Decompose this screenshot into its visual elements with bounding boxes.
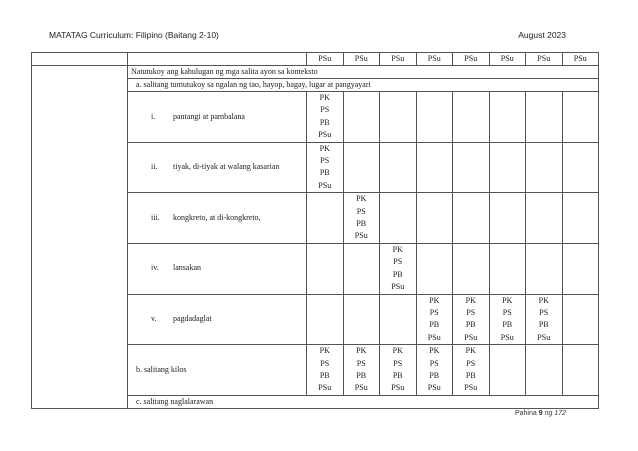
item-label-cell — [128, 92, 307, 143]
item-label: tiyak, di-tiyak at walang kasarian — [173, 162, 280, 172]
grade-header-cell: PSu — [343, 53, 380, 66]
grade-code: PSu — [500, 332, 514, 342]
grade-code: PSu — [427, 383, 441, 393]
code-cell — [416, 294, 453, 345]
code-cell — [307, 345, 344, 396]
document-header-date: August 2023 — [518, 30, 566, 40]
grade-code: PS — [356, 358, 366, 368]
empty-cell — [307, 243, 344, 294]
grade-header-cell: PSu — [489, 53, 526, 66]
empty-cell — [562, 294, 599, 345]
empty-cell — [526, 142, 563, 193]
grade-header-cell: PSu — [526, 53, 563, 66]
empty-cell — [416, 193, 453, 244]
document-header-title: MATATAG Curriculum: Filipino (Baitang 2-10) — [49, 30, 219, 40]
empty-cell — [380, 193, 417, 244]
item-label-cell — [128, 142, 307, 193]
empty-cell — [343, 243, 380, 294]
empty-cell — [453, 193, 490, 244]
empty-cell — [562, 193, 599, 244]
grade-code: PK — [392, 346, 403, 356]
grade-code: PSu — [464, 332, 478, 342]
grade-code: PB — [356, 219, 367, 229]
grade-code: PK — [429, 295, 440, 305]
grade-code: PB — [502, 320, 513, 330]
grade-code: PS — [539, 307, 549, 317]
item-label-cell — [128, 193, 307, 244]
empty-cell — [307, 193, 344, 244]
code-cell — [416, 345, 453, 396]
blank-cell — [32, 53, 128, 66]
empty-cell — [380, 92, 417, 143]
empty-cell — [343, 92, 380, 143]
grade-header-cell: PSu — [380, 53, 417, 66]
code-cell — [380, 345, 417, 396]
empty-cell — [416, 243, 453, 294]
code-cell — [343, 345, 380, 396]
grade-code: PK — [392, 244, 403, 254]
empty-cell — [453, 92, 490, 143]
empty-cell — [489, 92, 526, 143]
empty-cell — [562, 92, 599, 143]
grade-code: PSu — [354, 231, 368, 241]
grade-code: PS — [320, 156, 330, 166]
grade-code: PS — [393, 358, 403, 368]
grade-code: PS — [356, 206, 366, 216]
empty-cell — [562, 142, 599, 193]
grade-code: PSu — [391, 383, 405, 393]
code-cell — [453, 345, 490, 396]
domain-cell — [32, 66, 128, 409]
grade-code: PB — [465, 320, 476, 330]
grade-header-cell: PSu — [562, 53, 599, 66]
empty-cell — [416, 92, 453, 143]
grade-code: PSu — [427, 332, 441, 342]
grade-code: PK — [319, 143, 330, 153]
empty-cell — [453, 142, 490, 193]
subcompetency-b-text: b. salitang kilos — [128, 345, 307, 396]
empty-cell — [489, 142, 526, 193]
grade-code: PSu — [464, 383, 478, 393]
grade-code: PK — [319, 346, 330, 356]
grade-code: PK — [319, 93, 330, 102]
subcompetency-c-text: c. salitang naglalarawan — [128, 395, 599, 408]
page-footer: Pahina 9 ng 172 — [514, 410, 566, 417]
item-label-cell — [128, 243, 307, 294]
item-label: kongkreto, at di-kongkreto, — [173, 212, 261, 222]
grade-code: PS — [466, 307, 476, 317]
item-number: iv. — [151, 263, 159, 273]
code-cell — [343, 193, 380, 244]
item-label-cell — [128, 294, 307, 345]
empty-cell — [307, 294, 344, 345]
empty-cell — [416, 142, 453, 193]
grade-code: PS — [429, 307, 439, 317]
grade-code: PB — [465, 370, 476, 380]
empty-cell — [526, 193, 563, 244]
grade-code: PK — [538, 295, 549, 305]
code-cell — [307, 142, 344, 193]
empty-cell — [526, 92, 563, 143]
grade-code: PSu — [354, 383, 368, 393]
competency-main-text: Natutukoy ang kahulugan ng mga salita ayon sa konteksto — [128, 66, 599, 79]
code-cell — [380, 243, 417, 294]
empty-cell — [526, 345, 563, 396]
item-number: i. — [151, 111, 156, 121]
grade-code: PS — [320, 358, 330, 368]
item-number: v. — [151, 314, 157, 324]
empty-cell — [562, 345, 599, 396]
code-cell — [453, 294, 490, 345]
grade-code: PSu — [391, 282, 405, 292]
grade-code: PK — [502, 295, 513, 305]
empty-cell — [489, 243, 526, 294]
grade-code: PB — [392, 269, 403, 279]
empty-cell — [380, 142, 417, 193]
grade-code: PB — [319, 168, 330, 178]
grade-code: PK — [429, 346, 440, 356]
competency-table — [31, 52, 599, 409]
grade-code: PK — [356, 194, 367, 204]
item-label: pantangi at pambalana — [173, 111, 245, 121]
grade-code: PS — [393, 257, 403, 267]
grade-header-row — [32, 53, 599, 66]
empty-cell — [343, 294, 380, 345]
grade-code: PSu — [318, 180, 332, 190]
grade-code: PSu — [318, 130, 332, 140]
grade-code: PK — [356, 346, 367, 356]
grade-code: PSu — [318, 383, 332, 393]
empty-cell — [489, 345, 526, 396]
grade-code: PB — [429, 320, 440, 330]
grade-code: PB — [429, 370, 440, 380]
blank-cell — [128, 53, 307, 66]
subcompetency-a-text: a. salitang tumutukoy sa ngalan ng tao, hayop, bagay, lugar at pangyayari — [128, 79, 599, 92]
empty-cell — [343, 142, 380, 193]
grade-code: PS — [502, 307, 512, 317]
grade-code: PB — [319, 370, 330, 380]
empty-cell — [489, 193, 526, 244]
empty-cell — [562, 243, 599, 294]
grade-code: PB — [538, 320, 549, 330]
empty-cell — [380, 294, 417, 345]
grade-code: PB — [319, 117, 330, 127]
grade-code: PB — [392, 370, 403, 380]
item-label: lansakan — [173, 263, 201, 273]
empty-cell — [526, 243, 563, 294]
grade-header-cell: PSu — [307, 53, 344, 66]
grade-code: PSu — [537, 332, 551, 342]
grade-header-cell: PSu — [453, 53, 490, 66]
grade-code: PS — [466, 358, 476, 368]
code-cell — [526, 294, 563, 345]
grade-code: PS — [320, 105, 330, 115]
grade-header-cell: PSu — [416, 53, 453, 66]
item-label: pagdadaglat — [173, 314, 212, 324]
competency-main-row — [32, 66, 599, 79]
grade-code: PK — [465, 295, 476, 305]
item-number: ii. — [151, 162, 158, 172]
code-cell — [489, 294, 526, 345]
grade-code: PS — [429, 358, 439, 368]
grade-code: PB — [356, 370, 367, 380]
item-number: iii. — [151, 212, 160, 222]
empty-cell — [453, 243, 490, 294]
code-cell — [307, 92, 344, 143]
grade-code: PK — [465, 346, 476, 356]
